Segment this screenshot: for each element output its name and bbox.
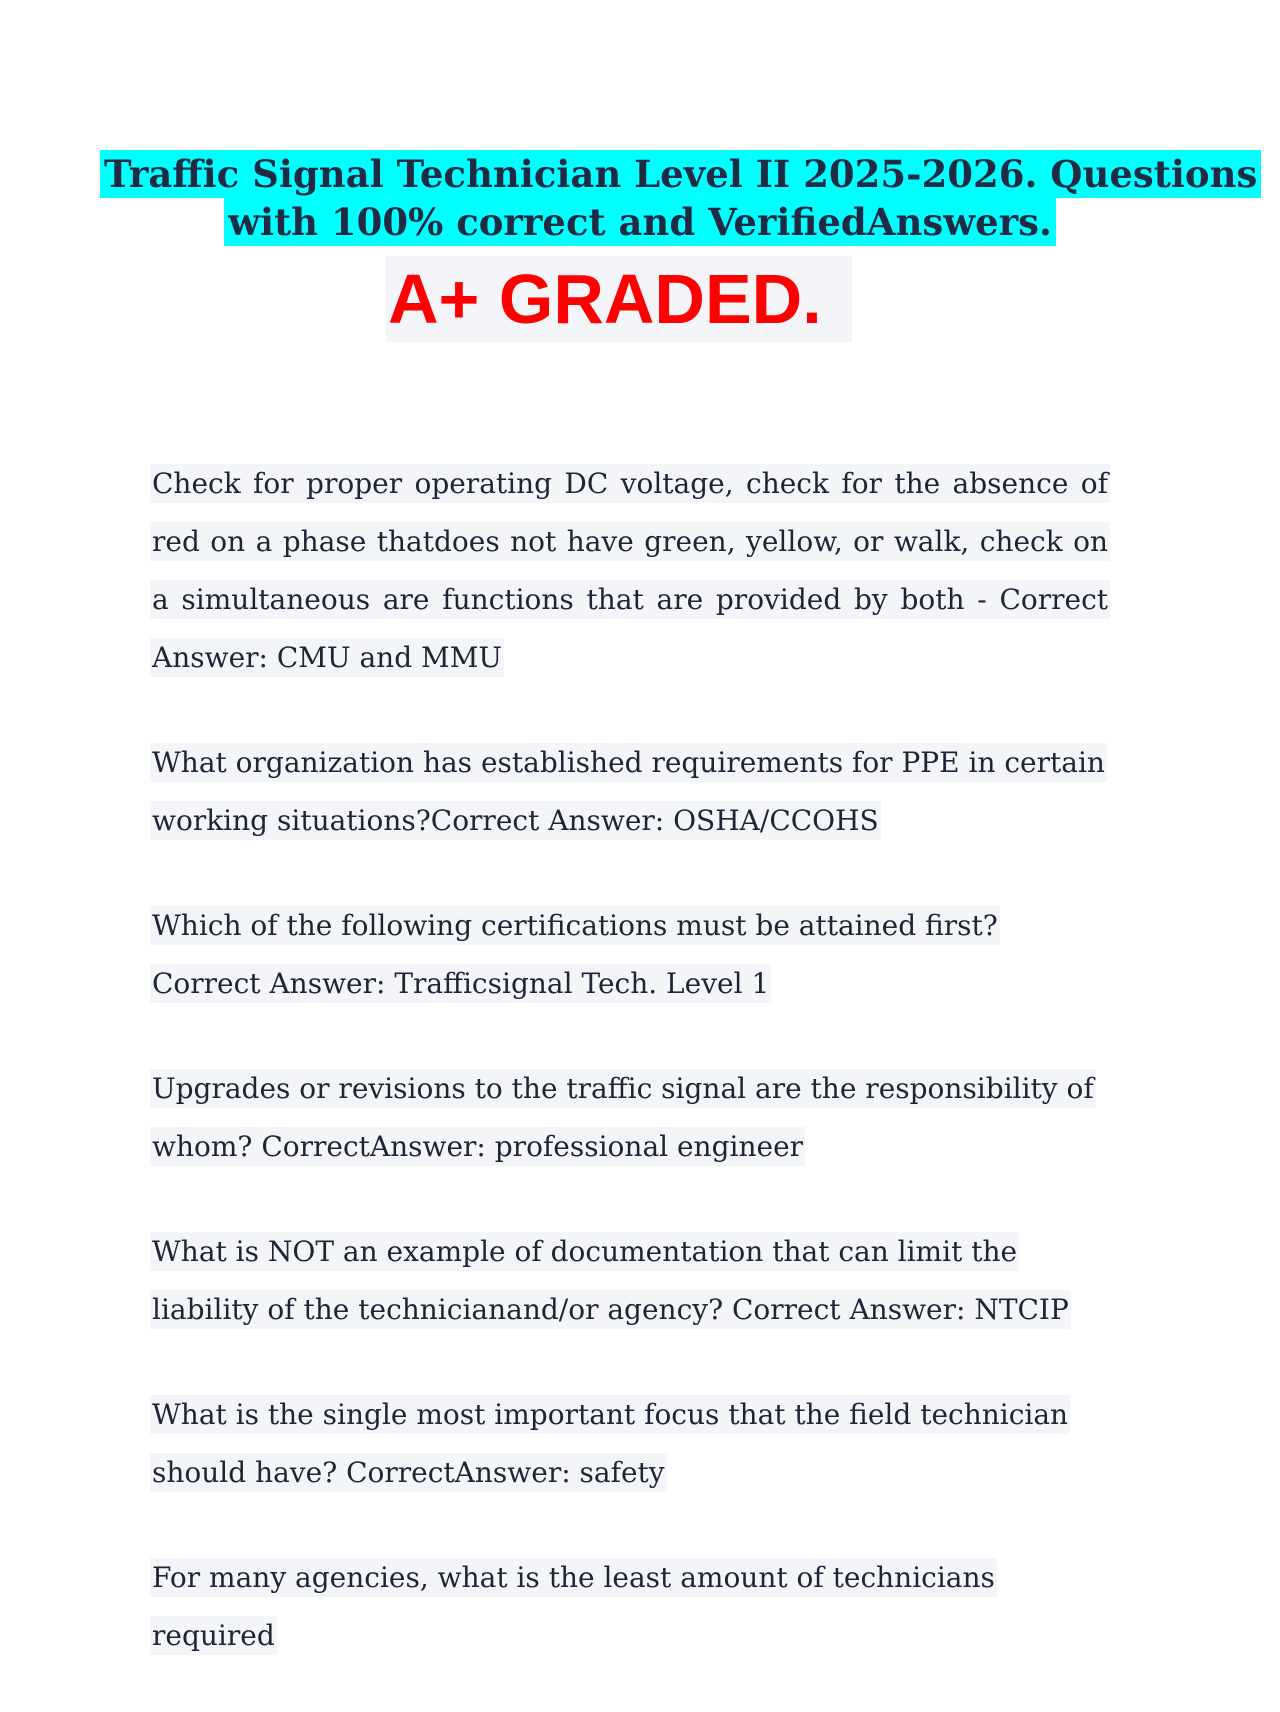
- qa-item: [150, 1386, 1110, 1502]
- qa-item: [150, 734, 1110, 850]
- qa-list: [150, 455, 1110, 1712]
- qa-text: Check for proper operating DC voltage, check for the absence of red on a phase thatdoes not have green, yellow, or walk, check on a simultaneous are functions that are provided by both - Correct Answer: CMU and MMU: [150, 464, 1110, 677]
- qa-text: Which of the following certifications must be attained first? Correct Answer: Trafficsignal Tech. Level 1: [150, 906, 1000, 1003]
- grade-label: A+ GRADED.: [386, 256, 852, 342]
- qa-item: [150, 1223, 1110, 1339]
- qa-item: [150, 455, 1110, 687]
- qa-text: For many agencies, what is the least amount of technicians required: [150, 1558, 997, 1655]
- qa-item: [150, 1060, 1110, 1176]
- title-line-2: with 100% correct and VerifiedAnswers.: [224, 198, 1056, 246]
- qa-text: What organization has established requirements for PPE in certain working situations?Correct Answer: OSHA/CCOHS: [150, 743, 1107, 840]
- qa-text: What is the single most important focus that the field technician should have? CorrectAnswer: safety: [150, 1395, 1070, 1492]
- qa-text: What is NOT an example of documentation that can limit the liability of the technicianand/or agency? Correct Answer: NTCIP: [150, 1232, 1071, 1329]
- title-line-1: Traffic Signal Technician Level II 2025-2026. Questions: [100, 150, 1261, 198]
- qa-text: Upgrades or revisions to the traffic signal are the responsibility of whom? CorrectAnswer: professional engineer: [150, 1069, 1096, 1166]
- qa-item: [150, 1549, 1110, 1665]
- document-title: [100, 150, 1258, 246]
- qa-item: [150, 897, 1110, 1013]
